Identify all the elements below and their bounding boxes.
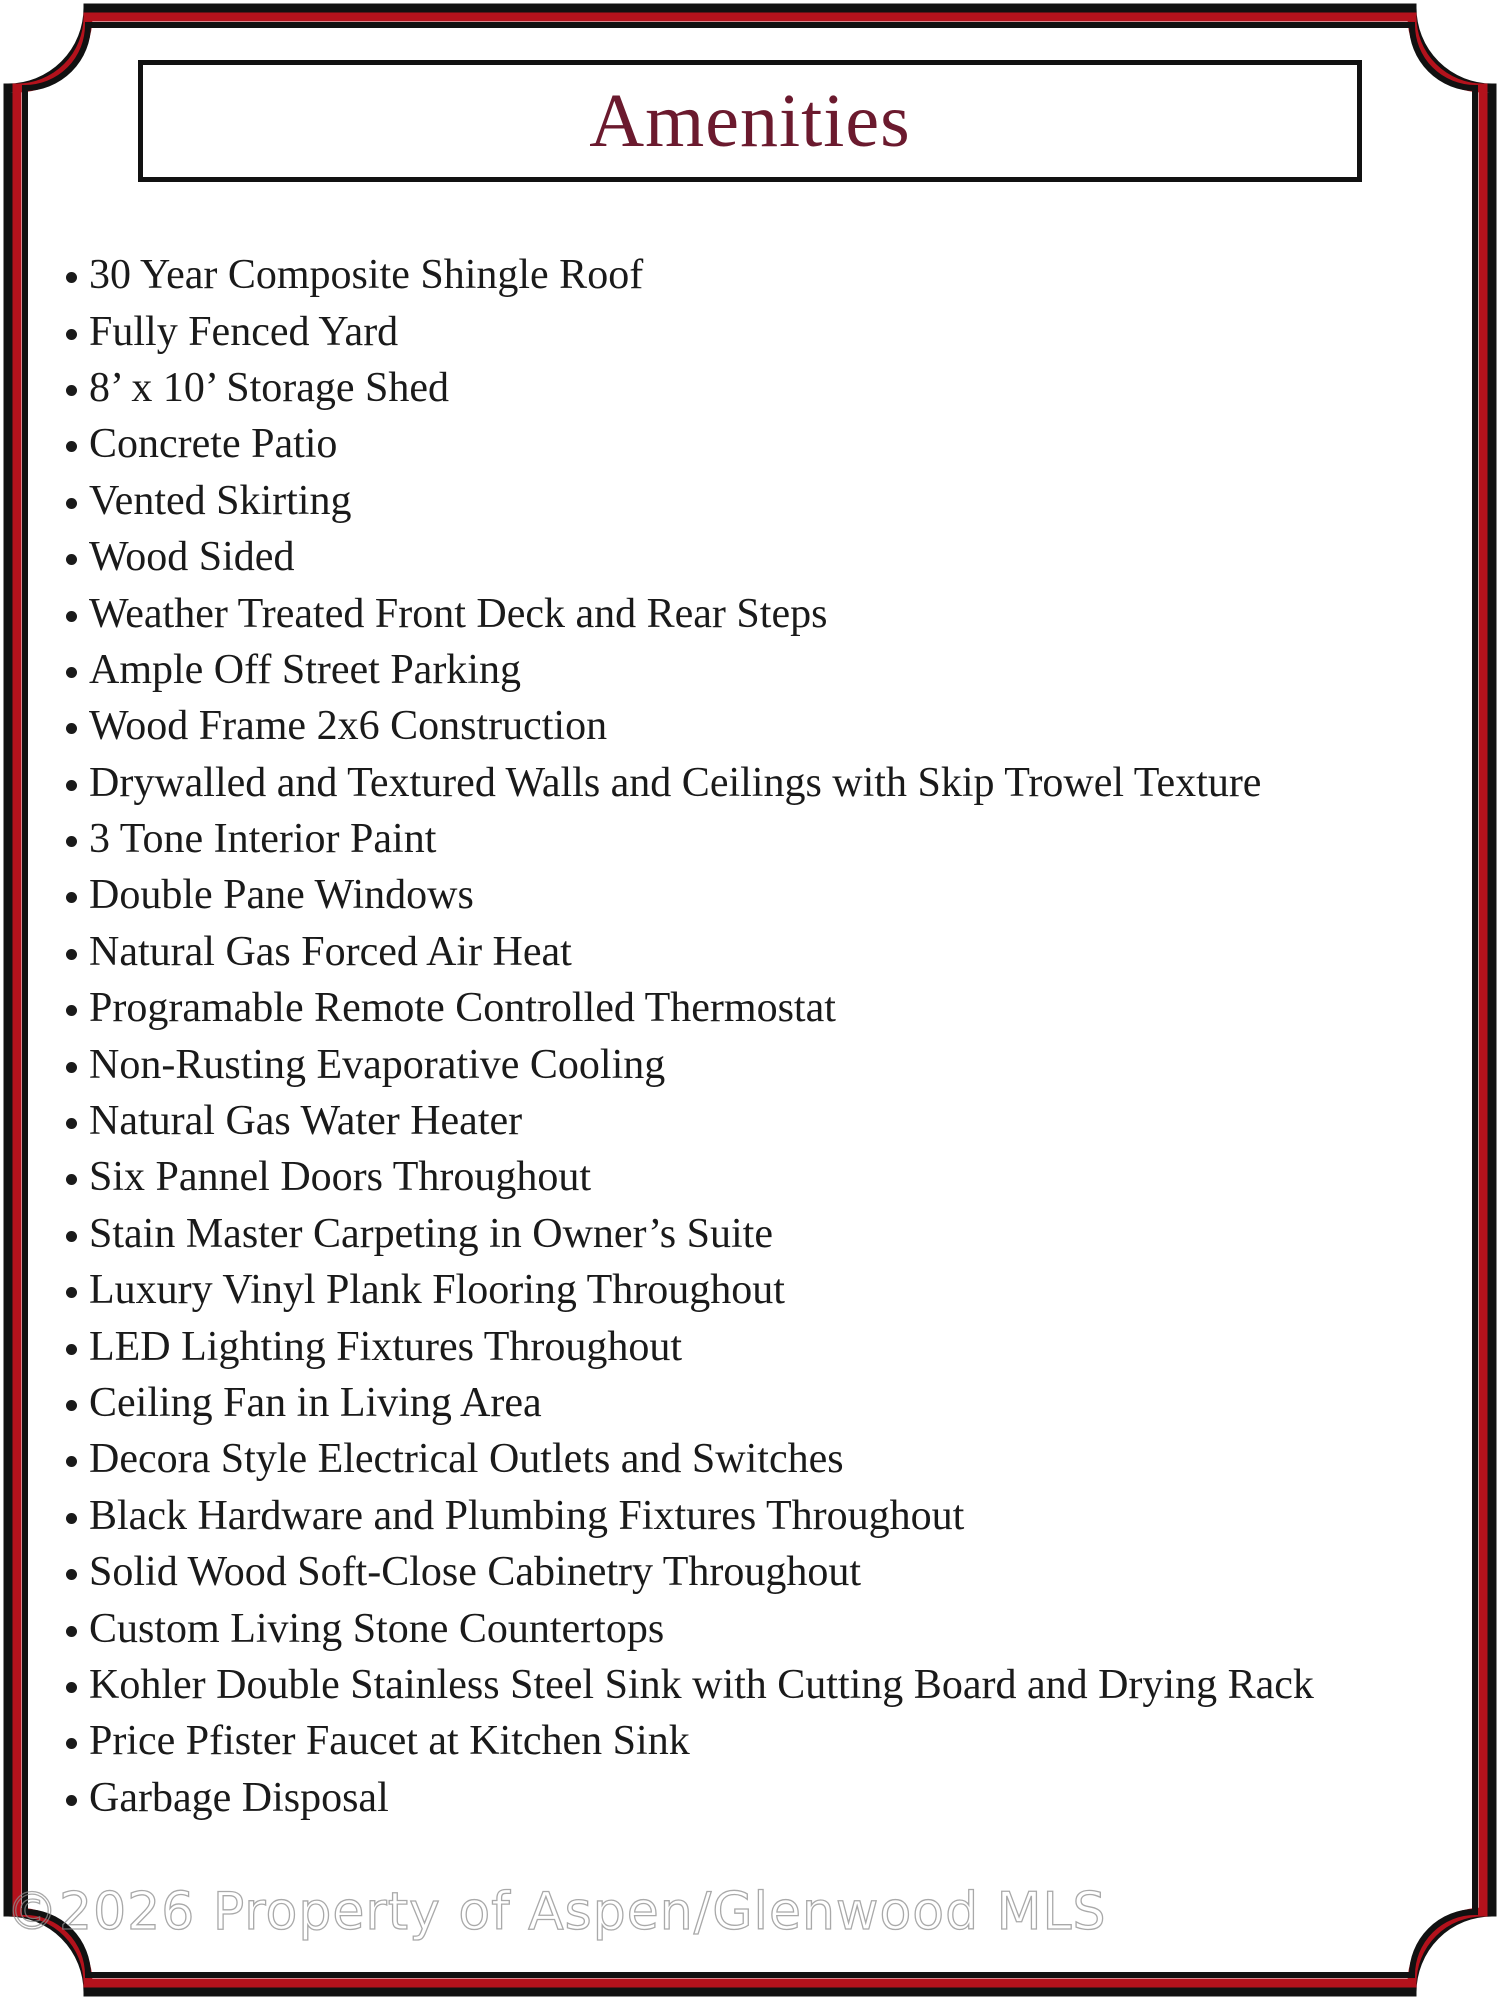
list-item: [62, 585, 1462, 641]
bullet-icon: [66, 1118, 77, 1129]
bullet-icon: [66, 272, 77, 283]
bullet-icon: [66, 1513, 77, 1524]
amenity-text: Programable Remote Controlled Thermostat: [89, 985, 836, 1032]
bullet-icon: [66, 836, 77, 847]
list-item: [62, 1657, 1462, 1713]
bullet-icon: [66, 780, 77, 791]
amenity-text: Drywalled and Textured Walls and Ceilings with Skip Trowel Texture: [89, 759, 1262, 806]
bullet-icon: [66, 1005, 77, 1016]
bullet-icon: [66, 1344, 77, 1355]
list-item: [62, 1093, 1462, 1149]
bullet-icon: [66, 441, 77, 452]
amenity-text: Stain Master Carpeting in Owner’s Suite: [89, 1210, 773, 1257]
list-item: [62, 924, 1462, 980]
bullet-icon: [66, 1287, 77, 1298]
amenity-text: Vented Skirting: [89, 477, 352, 524]
bullet-icon: [66, 1626, 77, 1637]
bullet-icon: [66, 667, 77, 678]
list-item: [62, 1206, 1462, 1262]
amenity-text: Fully Fenced Yard: [89, 308, 399, 355]
amenity-text: Price Pfister Faucet at Kitchen Sink: [89, 1718, 690, 1765]
list-item: [62, 247, 1462, 303]
list-item: [62, 303, 1462, 359]
watermark: ©2026 Property of Aspen/Glenwood MLS: [6, 1882, 1107, 1942]
amenity-text: Six Pannel Doors Throughout: [89, 1154, 592, 1201]
title-box: [138, 60, 1362, 182]
list-item: [62, 1770, 1462, 1826]
amenity-text: Wood Frame 2x6 Construction: [89, 703, 608, 750]
bullet-icon: [66, 611, 77, 622]
amenity-text: Ample Off Street Parking: [89, 646, 521, 693]
bullet-icon: [66, 385, 77, 396]
bullet-icon: [66, 1795, 77, 1806]
list-item: [62, 1149, 1462, 1205]
bullet-icon: [66, 1738, 77, 1749]
amenity-text: Custom Living Stone Countertops: [89, 1605, 665, 1652]
list-item: [62, 867, 1462, 923]
amenity-text: Ceiling Fan in Living Area: [89, 1380, 542, 1426]
bullet-icon: [66, 1569, 77, 1580]
list-item: [62, 1600, 1462, 1656]
list-item: [62, 755, 1462, 811]
amenity-text: Kohler Double Stainless Steel Sink with Cutting Board and Drying Rack: [89, 1661, 1314, 1708]
list-item: [62, 360, 1462, 416]
amenity-text: 8’ x 10’ Storage Shed: [89, 364, 450, 411]
list-item: [62, 473, 1462, 529]
amenities-list: [62, 247, 1462, 1826]
list-item: [62, 811, 1462, 867]
amenity-text: 30 Year Composite Shingle Roof: [89, 252, 644, 299]
list-item: [62, 1713, 1462, 1769]
bullet-icon: [66, 498, 77, 509]
list-item: [62, 416, 1462, 472]
bullet-icon: [66, 1456, 77, 1467]
bullet-icon: [66, 1062, 77, 1073]
list-item: [62, 1036, 1462, 1092]
list-item: [62, 1318, 1462, 1374]
amenity-text: Natural Gas Water Heater: [89, 1098, 523, 1145]
list-item: [62, 529, 1462, 585]
amenity-text: Weather Treated Front Deck and Rear Steps: [89, 590, 828, 637]
page-title: Amenities: [589, 79, 911, 163]
list-item: [62, 1544, 1462, 1600]
list-item: [62, 1488, 1462, 1544]
amenity-text: Double Pane Windows: [89, 872, 474, 919]
amenity-text: Garbage Disposal: [89, 1774, 389, 1821]
bullet-icon: [66, 1400, 77, 1411]
amenity-text: Natural Gas Forced Air Heat: [89, 928, 572, 975]
amenity-text: LED Lighting Fixtures Throughout: [89, 1323, 683, 1370]
bullet-icon: [66, 1174, 77, 1185]
amenity-text: Wood Sided: [89, 534, 295, 581]
bullet-icon: [66, 949, 77, 960]
bullet-icon: [66, 892, 77, 903]
list-item: [62, 1431, 1462, 1487]
amenity-text: Decora Style Electrical Outlets and Switches: [89, 1436, 844, 1483]
amenity-text: Black Hardware and Plumbing Fixtures Throughout: [89, 1492, 965, 1539]
amenity-text: Concrete Patio: [89, 421, 338, 468]
list-item: [62, 1375, 1462, 1431]
list-item: [62, 980, 1462, 1036]
list-item: [62, 642, 1462, 698]
list-item: [62, 698, 1462, 754]
bullet-icon: [66, 1231, 77, 1242]
amenity-text: Solid Wood Soft-Close Cabinetry Throughout: [89, 1549, 862, 1596]
bullet-icon: [66, 723, 77, 734]
bullet-icon: [66, 1682, 77, 1693]
amenity-text: 3 Tone Interior Paint: [89, 816, 437, 863]
bullet-icon: [66, 554, 77, 565]
amenity-text: Luxury Vinyl Plank Flooring Throughout: [89, 1267, 785, 1314]
amenity-text: Non-Rusting Evaporative Cooling: [89, 1041, 666, 1088]
bullet-icon: [66, 329, 77, 340]
list-item: [62, 1262, 1462, 1318]
